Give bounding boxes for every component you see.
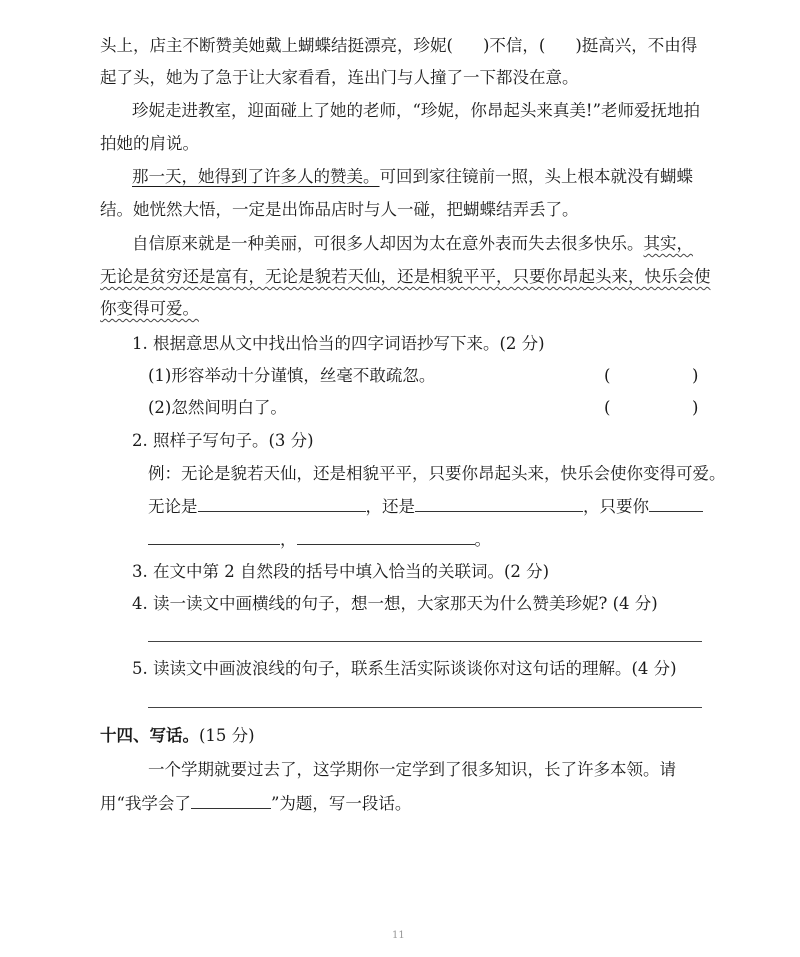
question-3-title: 3. 在文中第 2 自然段的括号中填入恰当的关联词。(2 分) [132, 562, 550, 581]
answer-paren-close: ) [692, 366, 699, 385]
passage-line [132, 167, 693, 187]
question-2-fill-line [148, 496, 703, 517]
answer-blank[interactable] [148, 529, 280, 545]
passage-text: 自信原来就是一种美丽，可很多人却因为太在意外表而失去很多快乐。 [132, 234, 644, 253]
writing-prompt-line [100, 793, 411, 814]
passage-text: )不信，( [482, 36, 546, 55]
passage-line: 结。她恍然大悟，一定是出饰品店时与人一碰，把蝴蝶结弄丢了。 [100, 200, 579, 219]
wavy-sentence: 无论是贫穷还是富有，无论是貌若天仙，还是相貌平平，只要你昂起头来，快乐会使 [100, 267, 711, 286]
underlined-sentence: 那一天，她得到了许多人的赞美。 [132, 167, 380, 186]
passage-line [132, 234, 693, 254]
writing-heading-line [100, 726, 255, 746]
answer-paren-open: ( [604, 366, 611, 385]
answer-paren-open: ( [604, 398, 611, 417]
answer-blank[interactable] [297, 529, 475, 545]
passage-line: 拍她的肩说。 [100, 134, 199, 153]
fill-text: ， [280, 530, 297, 549]
passage-line: 珍妮走进教室，迎面碰上了她的老师，“珍妮，你昂起头来真美!”老师爱抚地拍 [132, 101, 701, 120]
passage-text: 头上，店主不断赞美她戴上蝴蝶结挺漂亮，珍妮( [100, 36, 453, 55]
fill-text: ，只要你 [583, 497, 649, 516]
writing-prompt-line: 一个学期就要过去了，这学期你一定学到了很多知识，长了许多本领。请 [148, 760, 676, 779]
question-4-title: 4. 读一读文中画横线的句子，想一想，大家那天为什么赞美珍妮? (4 分) [132, 594, 658, 613]
answer-paren-close: ) [692, 398, 699, 417]
question-2-example: 例：无论是貌若天仙，还是相貌平平，只要你昂起头来，快乐会使你变得可爱。 [148, 464, 726, 483]
prompt-text: ”为题，写一段话。 [270, 794, 412, 813]
fill-text: ，还是 [365, 497, 415, 516]
answer-blank[interactable] [649, 496, 703, 512]
page-number: 11 [392, 930, 405, 941]
answer-line[interactable] [148, 641, 702, 642]
question-1-title: 1. 根据意思从文中找出恰当的四字词语抄写下来。(2 分) [132, 334, 545, 353]
section-heading: 十四、写话。 [100, 726, 199, 745]
answer-blank[interactable] [198, 496, 366, 512]
prompt-text: 用“我学会了 [100, 794, 191, 813]
question-1-item-b: (2)忽然间明白了。 [148, 398, 287, 417]
passage-text: )挺高兴，不由得 [575, 36, 698, 55]
title-blank[interactable] [191, 793, 271, 809]
answer-line[interactable] [148, 707, 702, 708]
passage-line [100, 36, 697, 56]
question-1-item-a: (1)形容举动十分谨慎，丝毫不敢疏忽。 [148, 366, 436, 385]
section-score: (15 分) [199, 726, 255, 745]
question-2-fill-line [148, 529, 491, 550]
fill-text: 。 [474, 530, 491, 549]
answer-blank[interactable] [415, 496, 583, 512]
question-5-title: 5. 读读文中画波浪线的句子，联系生活实际谈谈你对这句话的理解。(4 分) [132, 659, 677, 678]
passage-line: 起了头，她为了急于让大家看看，连出门与人撞了一下都没在意。 [100, 68, 579, 87]
passage-text: 可回到家往镜前一照，头上根本就没有蝴蝶 [379, 167, 693, 186]
fill-text: 无论是 [148, 497, 198, 516]
wavy-sentence: 其实， [643, 234, 693, 253]
wavy-sentence: 你变得可爱。 [100, 299, 199, 318]
question-2-title: 2. 照样子写句子。(3 分) [132, 431, 314, 450]
